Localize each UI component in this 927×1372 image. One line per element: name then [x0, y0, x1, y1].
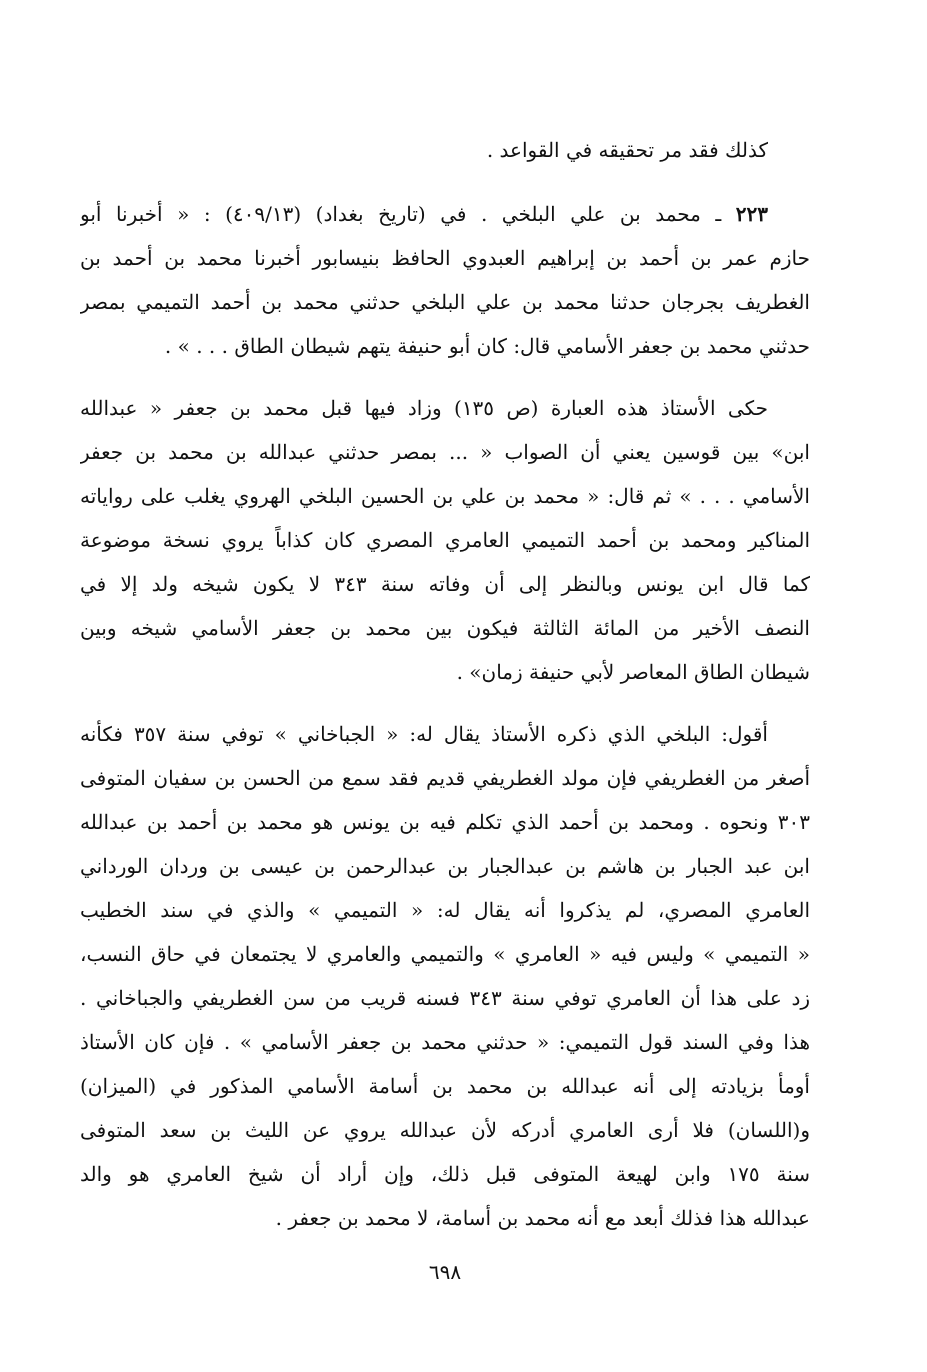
text-line	[80, 192, 768, 236]
text-line: النصف الأخير من المائة الثالثة فيكون بين محمد بن جعفر الأسامي شيخه وبين	[80, 616, 810, 640]
text-line: سنة ١٧٥ وابن لهيعة المتوفى قبل ذلك، وإن أراد أن شيخ العامري هو والد	[80, 1162, 810, 1186]
text-line: هذا وفي السند قول التميمي: « حدثني محمد بن جعفر الأسامي » . فإن كان الأستاذ	[80, 1030, 810, 1054]
text-line: ابن» بين قوسين يعني أن الصواب « ... بمصر حدثني عبدالله بن محمد بن جعفر	[80, 440, 810, 464]
page-number: ٦٩٨	[428, 1260, 462, 1284]
text-line: حدثني محمد بن جعفر الأسامي قال: كان أبو حنيفة يتهم شيطان الطاق . . . » .	[164, 334, 810, 358]
text-line: حازم عمر بن أحمد بن إبراهيم العبدوي الحافظ بنيسابور أخبرنا محمد بن أحمد بن	[80, 246, 810, 270]
text-line: العامري المصري، لم يذكروا أنه يقال له: « التميمي » والذي في سند الخطيب	[80, 898, 810, 922]
text-line: أصغر من الغطريفي فإن مولد الغطريفي قديم فقد سمع من الحسن بن سفيان المتوفى	[80, 766, 810, 790]
text-line: عبدالله هذا فذلك أبعد مع أنه محمد بن أسامة، لا محمد بن جعفر .	[275, 1206, 810, 1230]
text-line: كما قال ابن يونس وبالنظر إلى أن وفاته سنة ٣٤٣ لا يكون شيخه ولد إلا في	[80, 572, 810, 596]
book-page	[80, 0, 810, 1372]
text-line: كذلك فقد مر تحقيقه في القواعد .	[486, 138, 768, 162]
text-line: الأسامي . . . » ثم قال: « محمد بن علي بن الحسين البلخي الهروي يغلب على رواياته	[80, 484, 810, 508]
text-line: أومأ بزيادته إلى أنه عبدالله بن محمد بن أسامة الأسامي المذكور في (الميزان)	[80, 1074, 810, 1098]
text-line: « التميمي » وليس فيه « العامري » والتميمي والعامري لا يجتمعان في حاق النسب،	[80, 942, 810, 966]
text-line: و(اللسان) فلا أرى العامري أدركه لأن عبدالله يروي عن الليث بن سعد المتوفى	[80, 1118, 810, 1142]
text-line: أقول: البلخي الذي ذكره الأستاذ يقال له: « الجباخاني » توفي سنة ٣٥٧ فكأنه	[80, 722, 768, 746]
text-line: ٣٠٣ ونحوه . ومحمد بن أحمد الذي تكلم فيه بن يونس هو محمد بن أحمد بن عبدالله	[80, 810, 810, 834]
text-line: زد على هذا أن العامري توفي سنة ٣٤٣ فسنه قريب من سن الغطريفي والجباخاني .	[80, 986, 810, 1010]
text-line: المناكير ومحمد بن أحمد التميمي العامري المصري كان كذاباً يروي نسخة موضوعة	[80, 528, 810, 552]
text-line: حكى الأستاذ هذه العبارة (ص ١٣٥) وزاد فيها قبل محمد بن جعفر « عبدالله	[80, 396, 768, 420]
text-line: الغطريف بجرجان حدثنا محمد بن علي البلخي حدثني محمد بن أحمد التميمي بمصر	[80, 290, 810, 314]
text-line: شيطان الطاق المعاصر لأبي حنيفة زمان» .	[456, 660, 810, 684]
entry-number: ٢٢٣	[735, 202, 768, 226]
entry-heading-text: ـ محمد بن علي البلخي . في (تاريخ بغداد) (٤٠٩/١٣) : « أخبرنا أبو	[80, 202, 736, 226]
text-line: ابن عبد الجبار بن هاشم بن عبدالجبار بن عبدالرحمن بن عيسى بن وردان الورداني	[80, 854, 810, 878]
